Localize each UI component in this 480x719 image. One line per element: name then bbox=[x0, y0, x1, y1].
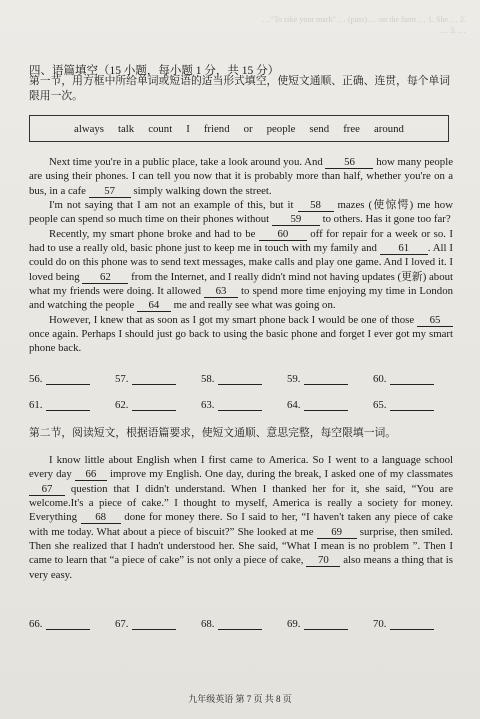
paragraph-text: once again. Perhaps I should just go back to using the basic phone and forget I ever got my smart phone back. bbox=[29, 328, 453, 355]
answer-row-61-65 bbox=[29, 399, 459, 411]
blank-63[interactable]: 63 bbox=[204, 285, 238, 298]
answer-line[interactable] bbox=[46, 618, 90, 630]
answer-number: 70. bbox=[373, 618, 387, 630]
paragraph-text: done for money there. So I said to her, “I haven't taken any piece of cake with me today. What about a piece of biscuit?” She looked at me bbox=[29, 511, 453, 538]
blank-64[interactable]: 64 bbox=[137, 299, 171, 312]
blank-70[interactable]: 70 bbox=[306, 554, 340, 567]
word-box-item: always bbox=[74, 122, 105, 135]
passage-1 bbox=[29, 155, 453, 356]
bleed-through-text: …“To take your mark” … (pass) … on the farm … 1. She … 2. … 3. … bbox=[262, 15, 466, 35]
paragraph-text: to others. Has it gone too far? bbox=[319, 213, 451, 226]
paragraph-text: to spend more time enjoying my time in London and watching the people bbox=[29, 285, 453, 312]
answer-slot[interactable] bbox=[287, 399, 373, 411]
word-box-item: count bbox=[148, 122, 173, 135]
answer-row-56-60 bbox=[29, 373, 459, 385]
answer-number: 58. bbox=[201, 373, 215, 385]
word-box-item: talk bbox=[118, 122, 135, 135]
answer-number: 69. bbox=[287, 618, 301, 630]
answer-row-66-70 bbox=[29, 618, 459, 630]
answer-line[interactable] bbox=[218, 399, 262, 411]
answer-slot[interactable] bbox=[29, 618, 115, 630]
answer-slot[interactable] bbox=[29, 399, 115, 411]
paragraph-text: surprise, then smiled. Then she realized that I hadn't understood her. She said, “What I mean is no problem ”. Then I came to learn that “a piece of cake” is not only a piece of cake, bbox=[29, 525, 453, 567]
paragraph-text: Next time you're in a public place, take a look around you. And bbox=[49, 156, 326, 168]
answer-slot[interactable] bbox=[373, 618, 459, 630]
blank-68[interactable]: 68 bbox=[81, 511, 121, 524]
blank-56[interactable]: 56 bbox=[325, 156, 373, 169]
answer-line[interactable] bbox=[132, 399, 176, 411]
answer-slot[interactable] bbox=[115, 373, 201, 385]
paragraph-text: mazes (使惊愕) me how people can spend so much time on their phones without bbox=[29, 199, 454, 226]
answer-slot[interactable] bbox=[373, 399, 459, 411]
section1-instruction: 第一节，用方框中所给单词或短语的适当形式填空，使短文通顺、正确、连贯，每个单词限用一次。 bbox=[29, 75, 451, 102]
blank-66[interactable]: 66 bbox=[75, 468, 107, 481]
answer-line[interactable] bbox=[390, 618, 434, 630]
page-footer: 九年级英语 第 7 页 共 8 页 bbox=[188, 694, 292, 704]
word-box-item: send bbox=[309, 122, 330, 135]
word-box-item: free bbox=[343, 122, 360, 135]
answer-number: 57. bbox=[115, 373, 129, 385]
blank-58[interactable]: 58 bbox=[298, 199, 334, 212]
answer-slot[interactable] bbox=[287, 373, 373, 385]
paragraph bbox=[29, 313, 453, 356]
paragraph bbox=[29, 453, 453, 582]
paragraph bbox=[29, 198, 453, 227]
answer-line[interactable] bbox=[390, 373, 434, 385]
blank-57[interactable]: 57 bbox=[89, 185, 131, 198]
answer-number: 60. bbox=[373, 373, 387, 385]
paragraph-text: how many people are using their phones. I can tell you now that it is probably more than half, whether you're on a bus, in a cafe bbox=[29, 156, 453, 197]
answer-line[interactable] bbox=[390, 399, 434, 411]
word-box-item: I bbox=[186, 122, 190, 135]
answer-slot[interactable] bbox=[287, 618, 373, 630]
answer-number: 67. bbox=[115, 618, 129, 630]
answer-number: 64. bbox=[287, 399, 301, 411]
word-box-item: people bbox=[266, 122, 296, 135]
blank-60[interactable]: 60 bbox=[259, 228, 307, 241]
answer-line[interactable] bbox=[46, 399, 90, 411]
word-box-item: or bbox=[243, 122, 253, 135]
paragraph-text: also means a thing that is very easy. bbox=[29, 554, 453, 581]
answer-slot[interactable] bbox=[29, 373, 115, 385]
paragraph-text: I know little about English when I first came to America. So I went to a language school every day bbox=[29, 454, 453, 481]
passage-2 bbox=[29, 453, 453, 582]
paragraph-text: question that I didn't understand. When I thanked her for it, she said, “You are welcome.It's a piece of cake.” I thought to myself, America is really a society for money. Everything bbox=[29, 482, 453, 524]
answer-number: 63. bbox=[201, 399, 215, 411]
paragraph bbox=[29, 227, 453, 313]
answer-line[interactable] bbox=[218, 373, 262, 385]
paragraph-text: improve my English. One day, during the break, I asked one of my classmates bbox=[106, 468, 453, 481]
answer-line[interactable] bbox=[218, 618, 262, 630]
answer-slot[interactable] bbox=[201, 618, 287, 630]
answer-number: 59. bbox=[287, 373, 301, 385]
answer-slot[interactable] bbox=[201, 399, 287, 411]
word-box-item: around bbox=[373, 122, 404, 135]
answer-slot[interactable] bbox=[115, 618, 201, 630]
paragraph-text: Recently, my smart phone broke and had to be bbox=[49, 227, 259, 240]
paragraph-text: off for repair for a week or so. I had to use a really old, basic phone just to keep me in touch with my family and bbox=[29, 227, 453, 255]
answer-line[interactable] bbox=[132, 373, 176, 385]
answer-line[interactable] bbox=[304, 399, 348, 411]
answer-line[interactable] bbox=[46, 373, 90, 385]
answer-line[interactable] bbox=[304, 618, 348, 630]
section1-title: 四、语篇填空（15 小题，每小题 1 分，共 15 分） bbox=[29, 65, 280, 77]
answer-number: 56. bbox=[29, 373, 43, 385]
blank-69[interactable]: 69 bbox=[317, 526, 357, 539]
answer-slot[interactable] bbox=[201, 373, 287, 385]
paragraph-text: I'm not saying that I am not an example of this, but it bbox=[49, 199, 298, 212]
blank-65[interactable]: 65 bbox=[417, 314, 453, 327]
answer-number: 61. bbox=[29, 399, 43, 411]
paragraph-text: However, I knew that as soon as I got my smart phone back I would be one of those bbox=[49, 313, 417, 326]
answer-slot[interactable] bbox=[115, 399, 201, 411]
section2-instruction: 第二节，阅读短文，根据语篇要求，使短文通顺、意思完整，每空限填一词。 bbox=[29, 427, 397, 439]
paragraph-text: me and really see what was going on. bbox=[170, 299, 336, 312]
answer-line[interactable] bbox=[304, 373, 348, 385]
answer-line[interactable] bbox=[132, 618, 176, 630]
answer-number: 66. bbox=[29, 618, 43, 630]
blank-62[interactable]: 62 bbox=[82, 271, 128, 284]
answer-number: 65. bbox=[373, 399, 387, 411]
word-box bbox=[29, 115, 449, 142]
paragraph-text: simply walking down the street. bbox=[130, 184, 272, 197]
blank-67[interactable]: 67 bbox=[29, 483, 65, 496]
paragraph bbox=[29, 155, 453, 198]
answer-number: 62. bbox=[115, 399, 129, 411]
word-box-item: friend bbox=[203, 122, 230, 135]
answer-slot[interactable] bbox=[373, 373, 459, 385]
answer-number: 68. bbox=[201, 618, 215, 630]
blank-59[interactable]: 59 bbox=[272, 213, 320, 226]
blank-61[interactable]: 61 bbox=[380, 242, 428, 255]
paragraph-text: from the Internet, and I really didn't mind not having updates (更新) about what my friends were doing. It allowed bbox=[29, 270, 454, 298]
paragraph-text: . All I could do on this phone was to send text messages, make calls and play one game. And I loved it. I loved being bbox=[29, 242, 453, 283]
